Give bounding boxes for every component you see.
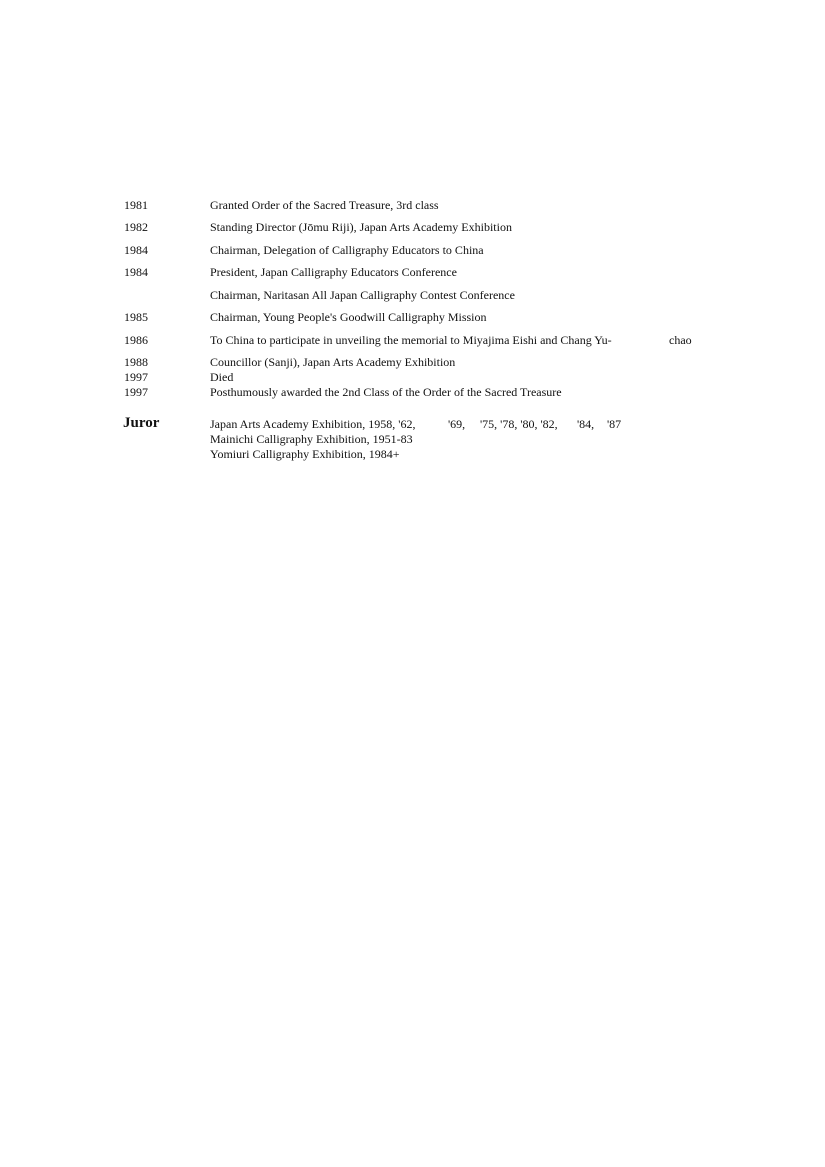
chronology-text: Chairman, Naritasan All Japan Calligraphy Contest Conference — [210, 288, 515, 302]
chronology-row — [0, 354, 825, 370]
chronology-year: 1985 — [124, 310, 148, 324]
chronology-text: Posthumously awarded the 2nd Class of the Order of the Sacred Treasure — [210, 385, 562, 399]
chronology-text: Standing Director (Jōmu Riji), Japan Arts Academy Exhibition — [210, 220, 512, 234]
chronology-year: 1984 — [124, 243, 148, 257]
chronology-text: Died — [210, 370, 234, 384]
chronology-row — [0, 287, 825, 303]
chronology-row — [0, 332, 825, 348]
juror-entry-year: '87 — [607, 417, 622, 431]
chronology-year: 1986 — [124, 333, 148, 347]
chronology-row — [0, 264, 825, 280]
chronology-year: 1984 — [124, 265, 148, 279]
chronology-row — [0, 219, 825, 235]
juror-entry-mainichi: Mainichi Calligraphy Exhibition, 1951-83 — [210, 432, 413, 446]
chronology-year: 1988 — [124, 355, 148, 369]
chronology-text: Chairman, Delegation of Calligraphy Educators to China — [210, 243, 484, 257]
chronology-year: 1997 — [124, 370, 148, 384]
chronology-text: President, Japan Calligraphy Educators Conference — [210, 265, 457, 279]
chronology-row — [0, 384, 825, 400]
chronology-row — [0, 197, 825, 213]
chronology-text: To China to participate in unveiling the memorial to Miyajima Eishi and Chang Yu- — [210, 333, 612, 347]
juror-entry-yomiuri: Yomiuri Calligraphy Exhibition, 1984+ — [210, 447, 400, 461]
chronology-row — [0, 242, 825, 258]
juror-entry-year: '84, — [577, 417, 595, 431]
juror-heading: Juror — [123, 415, 160, 431]
chronology-text-tail: chao — [669, 333, 692, 347]
chronology-row — [0, 369, 825, 385]
juror-entry-years: '75, '78, '80, '82, — [480, 417, 558, 431]
juror-entry-year: '69, — [448, 417, 466, 431]
chronology-year: 1997 — [124, 385, 148, 399]
chronology-text: Chairman, Young People's Goodwill Calligraphy Mission — [210, 310, 487, 324]
chronology-text: Councillor (Sanji), Japan Arts Academy Exhibition — [210, 355, 456, 369]
juror-entry-text: Japan Arts Academy Exhibition, 1958, '62, — [210, 417, 416, 431]
chronology-row — [0, 309, 825, 325]
chronology-year: 1981 — [124, 198, 148, 212]
chronology-year: 1982 — [124, 220, 148, 234]
chronology-text: Granted Order of the Sacred Treasure, 3rd class — [210, 198, 439, 212]
